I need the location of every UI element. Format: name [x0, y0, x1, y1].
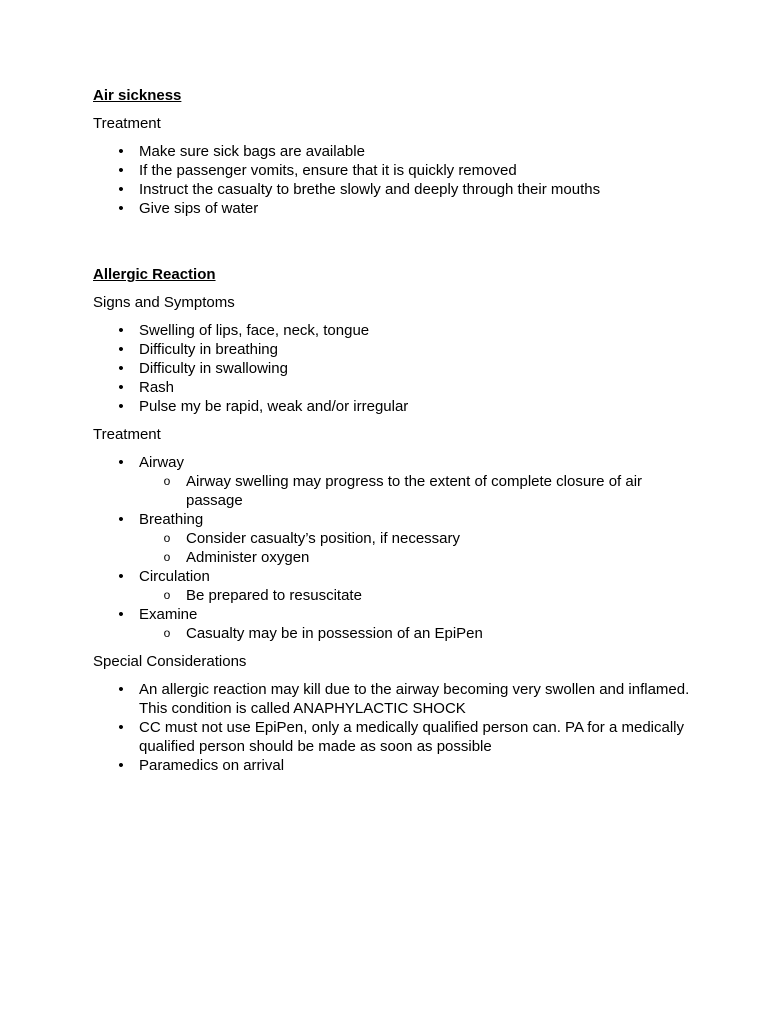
list-item-text: Difficulty in breathing [139, 341, 278, 358]
list-item-text: An allergic reaction may kill due to the airway becoming very swollen and inflamed. This condition is called ANAPHYLACTIC SHOCK [139, 681, 690, 717]
circle-bullet-icon: o [163, 588, 171, 602]
air-sickness-section [93, 86, 768, 218]
sub-list-item-text: Be prepared to resuscitate [186, 587, 362, 604]
list-item-text: Give sips of water [139, 200, 259, 217]
list-item [93, 199, 714, 218]
allergic-reaction-title: Allergic Reaction [93, 266, 216, 283]
circle-bullet-icon: o [163, 531, 171, 545]
bullet-icon: • [118, 511, 124, 528]
bullet-icon: • [118, 341, 124, 358]
list-item [93, 340, 714, 359]
sub-list [139, 472, 714, 510]
air-sickness-title: Air sickness [93, 87, 182, 104]
list-item-text: Difficulty in swallowing [139, 360, 288, 377]
list-item-text: Circulation [139, 568, 210, 585]
list-item [93, 378, 714, 397]
sub-list-item-text: Airway swelling may progress to the extent of complete closure of air passage [186, 473, 643, 509]
bullet-icon: • [118, 200, 124, 217]
bullet-icon: • [118, 143, 124, 160]
signs-symptoms-heading: Signs and Symptoms [93, 294, 235, 311]
sub-list-item-text: Casualty may be in possession of an EpiPen [186, 625, 483, 642]
list-item [93, 180, 714, 199]
list-item [93, 359, 714, 378]
list-item [93, 321, 714, 340]
list-item [93, 718, 714, 756]
list-item-text: Rash [139, 379, 175, 396]
list-item [93, 605, 714, 643]
list-item [93, 510, 714, 567]
treatment-heading: Treatment [93, 426, 161, 443]
special-considerations-list [93, 680, 768, 775]
sub-list-item [139, 586, 666, 605]
sub-list-item-text: Administer oxygen [186, 549, 310, 566]
sub-list [139, 586, 714, 605]
bullet-icon: • [118, 757, 124, 774]
list-item [93, 397, 714, 416]
list-item-text: Swelling of lips, face, neck, tongue [139, 322, 370, 339]
sub-list-item [139, 548, 666, 567]
list-item [93, 567, 714, 605]
bullet-icon: • [118, 379, 124, 396]
sub-list [139, 529, 714, 567]
sub-list-item [139, 472, 666, 510]
bullet-icon: • [118, 162, 124, 179]
list-item [93, 142, 714, 161]
list-item-text: Pulse my be rapid, weak and/or irregular [139, 398, 409, 415]
sub-list-item [139, 529, 666, 548]
bullet-icon: • [118, 322, 124, 339]
list-item-text: Make sure sick bags are available [139, 143, 365, 160]
circle-bullet-icon: o [163, 550, 171, 564]
sub-list-item [139, 624, 666, 643]
allergic-reaction-section [93, 265, 768, 775]
section-spacer [93, 218, 768, 265]
bullet-icon: • [118, 454, 124, 471]
list-item-text: If the passenger vomits, ensure that it is quickly removed [139, 162, 517, 179]
list-item-text: Breathing [139, 511, 204, 528]
list-item-text: CC must not use EpiPen, only a medically qualified person can. PA for a medically qualified person should be made as soon as possible [139, 719, 684, 755]
list-item-text: Examine [139, 606, 198, 623]
bullet-icon: • [118, 681, 124, 698]
bullet-icon: • [118, 360, 124, 377]
air-sickness-treatment-heading: Treatment [93, 115, 161, 132]
bullet-icon: • [118, 606, 124, 623]
list-item [93, 161, 714, 180]
bullet-icon: • [118, 568, 124, 585]
bullet-icon: • [118, 719, 124, 736]
list-item-text: Instruct the casualty to brethe slowly and deeply through their mouths [139, 181, 601, 198]
circle-bullet-icon: o [163, 474, 171, 488]
signs-symptoms-list [93, 321, 768, 416]
list-item [93, 680, 714, 718]
list-item [93, 756, 714, 775]
treatment-list [93, 453, 768, 643]
list-item-text: Airway [139, 454, 185, 471]
circle-bullet-icon: o [163, 626, 171, 640]
bullet-icon: • [118, 398, 124, 415]
list-item [93, 453, 714, 510]
special-considerations-heading: Special Considerations [93, 653, 247, 670]
bullet-icon: • [118, 181, 124, 198]
list-item-text: Paramedics on arrival [139, 757, 285, 774]
air-sickness-treatment-list [93, 142, 768, 218]
sub-list [139, 624, 714, 643]
sub-list-item-text: Consider casualty’s position, if necessary [186, 530, 461, 547]
